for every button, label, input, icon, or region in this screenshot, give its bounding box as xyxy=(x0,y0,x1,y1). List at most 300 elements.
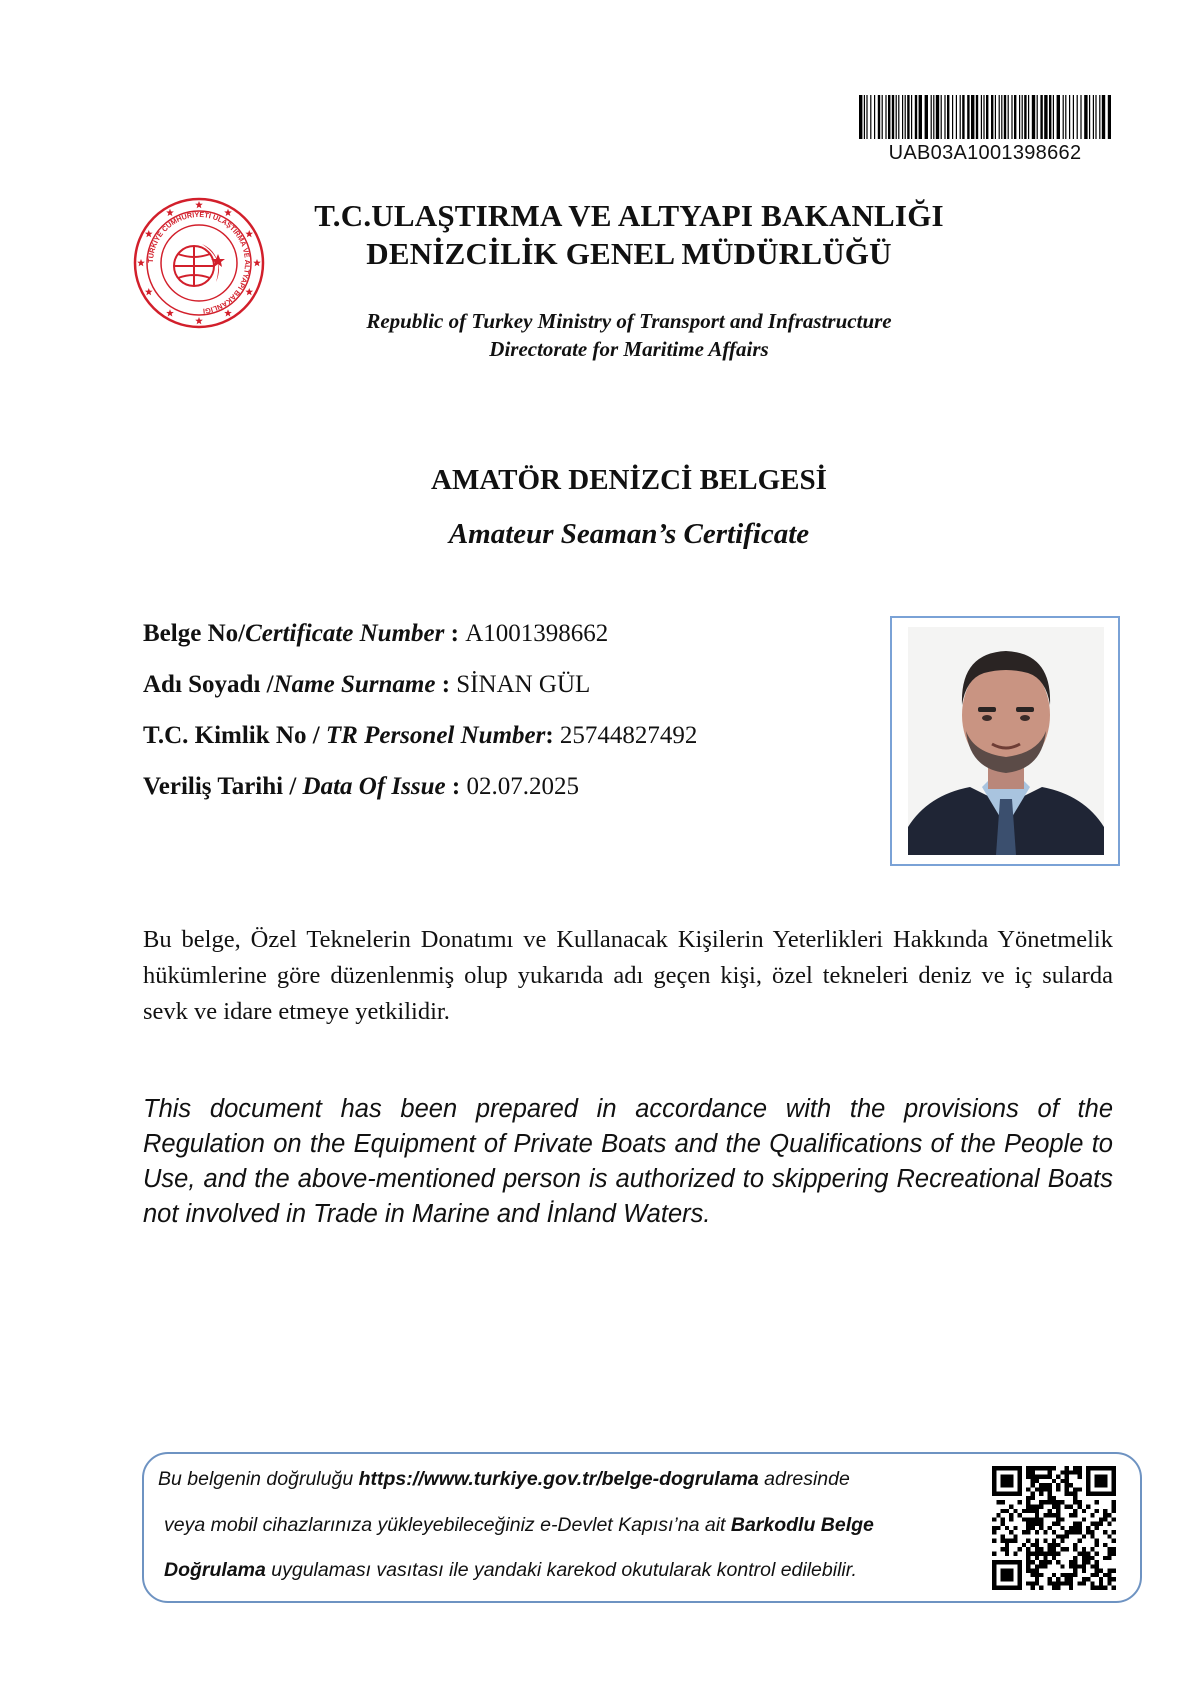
qr-module xyxy=(1035,1556,1039,1560)
barcode-bar xyxy=(931,95,932,139)
qr-module xyxy=(1035,1487,1039,1491)
qr-module xyxy=(1035,1564,1039,1568)
qr-module xyxy=(1086,1526,1090,1530)
qr-module xyxy=(1090,1581,1094,1585)
qr-module xyxy=(1078,1530,1082,1534)
barcode-bar xyxy=(1057,95,1060,139)
seal-star xyxy=(245,288,253,295)
qr-module xyxy=(1030,1522,1034,1526)
qr-module xyxy=(1082,1581,1086,1585)
qr-module xyxy=(1069,1577,1073,1581)
qr-module xyxy=(1065,1487,1069,1491)
qr-module xyxy=(1030,1492,1034,1496)
qr-module xyxy=(1065,1581,1069,1585)
qr-module xyxy=(1048,1466,1052,1470)
qr-module xyxy=(1060,1539,1064,1543)
qr-module xyxy=(1052,1504,1056,1508)
qr-module xyxy=(1090,1564,1094,1568)
qr-module xyxy=(1052,1581,1056,1585)
certificate-title-tr: AMATÖR DENİZCİ BELGESİ xyxy=(431,464,827,496)
qr-module xyxy=(1030,1526,1034,1530)
qr-module xyxy=(1069,1530,1073,1534)
qr-module xyxy=(1065,1492,1069,1496)
qr-module xyxy=(1035,1530,1039,1534)
qr-module xyxy=(1009,1530,1013,1534)
qr-module xyxy=(1035,1475,1039,1479)
qr-module xyxy=(1073,1556,1077,1560)
qr-module xyxy=(1018,1500,1022,1504)
qr-module xyxy=(1026,1530,1030,1534)
qr-module xyxy=(1026,1496,1030,1500)
qr-module xyxy=(1103,1586,1107,1590)
qr-module xyxy=(1082,1564,1086,1568)
qr-module xyxy=(1082,1560,1086,1564)
qr-module xyxy=(1005,1547,1009,1551)
qr-module xyxy=(1086,1552,1090,1556)
qr-module xyxy=(1086,1560,1090,1564)
qr-module xyxy=(1052,1543,1056,1547)
qr-module xyxy=(1056,1534,1060,1538)
qr-module xyxy=(1030,1517,1034,1521)
qr-module xyxy=(1013,1526,1017,1530)
barcode-bar xyxy=(911,95,912,139)
qr-module xyxy=(992,1526,996,1530)
qr-module xyxy=(1082,1517,1086,1521)
qr-module xyxy=(1112,1586,1116,1590)
qr-module xyxy=(1026,1500,1030,1504)
qr-module xyxy=(1065,1530,1069,1534)
qr-module xyxy=(1095,1552,1099,1556)
qr-module xyxy=(996,1500,1000,1504)
qr-module xyxy=(1056,1581,1060,1585)
qr-module xyxy=(1112,1517,1116,1521)
qr-module xyxy=(1035,1522,1039,1526)
qr-module xyxy=(1009,1539,1013,1543)
seal-star xyxy=(166,209,174,216)
barcode-bar xyxy=(1095,95,1096,139)
holder-photo xyxy=(908,627,1104,855)
qr-module xyxy=(1026,1504,1030,1508)
qr-module xyxy=(1048,1509,1052,1513)
qr-module xyxy=(1078,1487,1082,1491)
name-surname-value: SİNAN GÜL xyxy=(456,671,591,698)
qr-module xyxy=(1030,1586,1034,1590)
qr-module xyxy=(1030,1509,1034,1513)
barcode-bar xyxy=(1011,95,1012,139)
barcode-bar xyxy=(1037,95,1038,139)
qr-module xyxy=(1056,1500,1060,1504)
qr-module xyxy=(1107,1552,1111,1556)
qr-module xyxy=(1060,1526,1064,1530)
qr-module xyxy=(1090,1522,1094,1526)
barcode-bar xyxy=(892,95,894,139)
qr-module xyxy=(1026,1475,1030,1479)
qr-module xyxy=(1073,1547,1077,1551)
barcode-bar xyxy=(1073,95,1074,139)
qr-module xyxy=(1052,1500,1056,1504)
qr-module xyxy=(1022,1530,1026,1534)
qr-module xyxy=(1060,1479,1064,1483)
qr-module xyxy=(1039,1483,1043,1487)
qr-module xyxy=(1060,1564,1064,1568)
barcode-bar xyxy=(1099,95,1100,139)
qr-module xyxy=(1030,1573,1034,1577)
qr-module xyxy=(1099,1581,1103,1585)
barcode-bar xyxy=(971,95,974,139)
qr-module xyxy=(1030,1496,1034,1500)
qr-module xyxy=(1069,1513,1073,1517)
qr-module xyxy=(1001,1522,1005,1526)
barcode-bar xyxy=(866,95,867,139)
barcode-bar xyxy=(1089,95,1090,139)
barcode-bar xyxy=(902,95,903,139)
qr-module xyxy=(1048,1475,1052,1479)
barcode-bar xyxy=(983,95,984,139)
seal-star xyxy=(195,317,203,324)
qr-module xyxy=(992,1517,996,1521)
qr-module xyxy=(1112,1577,1116,1581)
field-id-number: T.C. Kimlik No / TR Personel Number: 25744827492 xyxy=(143,722,698,749)
seal-ring-text: TÜRKİYE CUMHURİYETİ ULAŞTIRMA VE ALTYAPI BAKANLIĞI xyxy=(145,209,253,316)
qr-module xyxy=(1026,1470,1030,1474)
qr-module xyxy=(1052,1496,1056,1500)
qr-module xyxy=(1112,1509,1116,1513)
qr-module xyxy=(1001,1534,1005,1538)
qr-module xyxy=(1078,1466,1082,1470)
certificate-number-value: A1001398662 xyxy=(465,620,609,647)
ministry-name-en: Republic of Turkey Ministry of Transport and Infrastructure xyxy=(366,309,892,333)
qr-module xyxy=(1107,1547,1111,1551)
qr-module xyxy=(1056,1483,1060,1487)
qr-module xyxy=(1060,1534,1064,1538)
qr-module xyxy=(1018,1547,1022,1551)
qr-module xyxy=(1107,1581,1111,1585)
qr-module xyxy=(1112,1500,1116,1504)
barcode-bar xyxy=(1093,95,1094,139)
qr-module xyxy=(1030,1569,1034,1573)
qr-module xyxy=(1090,1513,1094,1517)
qr-module xyxy=(992,1539,996,1543)
barcode-bar xyxy=(1063,95,1064,139)
qr-module xyxy=(1069,1492,1073,1496)
qr-module xyxy=(1043,1564,1047,1568)
barcode-bar xyxy=(1102,95,1105,139)
directorate-name-tr: DENİZCİLİK GENEL MÜDÜRLÜĞÜ xyxy=(366,236,892,271)
qr-module xyxy=(1043,1556,1047,1560)
qr-module xyxy=(1035,1539,1039,1543)
qr-module xyxy=(1048,1560,1052,1564)
qr-module xyxy=(1078,1504,1082,1508)
qr-module xyxy=(1078,1475,1082,1479)
qr-module xyxy=(1082,1569,1086,1573)
barcode-bar xyxy=(1004,95,1006,139)
qr-module xyxy=(1030,1466,1034,1470)
qr-module xyxy=(1039,1522,1043,1526)
legal-statement-tr: Bu belge, Özel Teknelerin Donatımı ve Kullanacak Kişilerin Yeterlikleri Hakkında Yönetmelik hükümlerine göre düzenlenmiş olup yukarıda adı geçen kişi, özel tekneleri deniz ve iç sularda sevk ve idare etmeye yetkilidir. xyxy=(143,926,1113,1025)
qr-module xyxy=(1078,1539,1082,1543)
qr-module xyxy=(1073,1513,1077,1517)
qr-module xyxy=(1013,1509,1017,1513)
verification-line-1: Bu belgenin doğruluğu https://www.turkiye.gov.tr/belge-dogrulama adresinde xyxy=(158,1468,850,1490)
qr-module xyxy=(1005,1543,1009,1547)
qr-module xyxy=(992,1530,996,1534)
barcode-bar xyxy=(947,95,949,139)
ministry-name-tr: T.C.ULAŞTIRMA VE ALTYAPI BAKANLIĞI xyxy=(314,198,944,233)
qr-module xyxy=(1052,1539,1056,1543)
qr-finder xyxy=(1001,1569,1014,1582)
qr-module xyxy=(1095,1564,1099,1568)
qr-module xyxy=(1026,1522,1030,1526)
barcode-bar xyxy=(1053,95,1054,139)
qr-module xyxy=(1026,1517,1030,1521)
qr-module xyxy=(1095,1543,1099,1547)
qr-module xyxy=(1112,1504,1116,1508)
qr-module xyxy=(1009,1513,1013,1517)
qr-module xyxy=(1069,1581,1073,1585)
barcode-bar xyxy=(1049,95,1051,139)
barcode-bar xyxy=(878,95,880,139)
qr-module xyxy=(1048,1526,1052,1530)
qr-module xyxy=(1060,1500,1064,1504)
qr-module xyxy=(1030,1483,1034,1487)
qr-module xyxy=(1107,1513,1111,1517)
qr-module xyxy=(1030,1543,1034,1547)
barcode-bar xyxy=(870,95,871,139)
qr-module xyxy=(1073,1564,1077,1568)
qr-module xyxy=(1073,1496,1077,1500)
qr-module xyxy=(1056,1543,1060,1547)
qr-module xyxy=(1039,1564,1043,1568)
qr-module xyxy=(1039,1500,1043,1504)
qr-module xyxy=(1005,1526,1009,1530)
qr-module xyxy=(1056,1517,1060,1521)
barcode-bar xyxy=(1001,95,1002,139)
barcode-bar xyxy=(967,95,969,139)
qr-module xyxy=(1073,1573,1077,1577)
barcode-bar xyxy=(882,95,883,139)
qr-module xyxy=(1078,1522,1082,1526)
qr-module xyxy=(1065,1504,1069,1508)
qr-module xyxy=(1039,1475,1043,1479)
barcode-bar xyxy=(944,95,945,139)
qr-module xyxy=(1069,1483,1073,1487)
qr-module xyxy=(1107,1573,1111,1577)
qr-module xyxy=(1107,1556,1111,1560)
certificate-title-en: Amateur Seaman’s Certificate xyxy=(448,518,810,550)
qr-module xyxy=(1026,1564,1030,1568)
qr-module xyxy=(1048,1552,1052,1556)
qr-module xyxy=(1026,1547,1030,1551)
barcode-bar xyxy=(936,95,939,139)
qr-module xyxy=(1095,1500,1099,1504)
qr-module xyxy=(1001,1517,1005,1521)
qr-module xyxy=(1112,1530,1116,1534)
qr-module xyxy=(1090,1586,1094,1590)
qr-module xyxy=(1026,1509,1030,1513)
qr-module xyxy=(1052,1586,1056,1590)
qr-module xyxy=(1065,1479,1069,1483)
verification-url[interactable]: https://www.turkiye.gov.tr/belge-dogrulama xyxy=(358,1468,759,1490)
qr-module xyxy=(1030,1504,1034,1508)
qr-module xyxy=(1001,1539,1005,1543)
barcode-bar xyxy=(907,95,909,139)
qr-module xyxy=(1022,1543,1026,1547)
qr-module xyxy=(1052,1530,1056,1534)
qr-module xyxy=(1048,1547,1052,1551)
qr-module xyxy=(1107,1534,1111,1538)
qr-module xyxy=(1026,1539,1030,1543)
qr-module xyxy=(1056,1522,1060,1526)
field-issue-date: Veriliş Tarihi / Data Of Issue : 02.07.2025 xyxy=(143,773,579,800)
barcode-bar xyxy=(999,95,1000,139)
qr-module xyxy=(1069,1560,1073,1564)
qr-module xyxy=(1065,1547,1069,1551)
qr-module xyxy=(1103,1556,1107,1560)
qr-module xyxy=(1099,1522,1103,1526)
qr-module xyxy=(1018,1513,1022,1517)
qr-module xyxy=(1043,1530,1047,1534)
qr-module xyxy=(1048,1577,1052,1581)
qr-finder xyxy=(1095,1475,1108,1488)
qr-module xyxy=(1090,1530,1094,1534)
qr-module xyxy=(1039,1504,1043,1508)
qr-module xyxy=(1043,1483,1047,1487)
seal-star xyxy=(224,209,232,216)
qr-module xyxy=(1043,1487,1047,1491)
qr-module xyxy=(1052,1513,1056,1517)
seal-star xyxy=(224,309,232,316)
barcode-bar xyxy=(859,95,862,139)
qr-module xyxy=(1001,1500,1005,1504)
qr-module xyxy=(1009,1504,1013,1508)
qr-module xyxy=(1035,1581,1039,1585)
barcode-bar xyxy=(925,95,928,139)
barcode-bar xyxy=(976,95,978,139)
qr-module xyxy=(1056,1560,1060,1564)
qr-module xyxy=(1065,1483,1069,1487)
barcode-bar xyxy=(1040,95,1042,139)
qr-module xyxy=(1099,1586,1103,1590)
qr-module xyxy=(1026,1487,1030,1491)
qr-module xyxy=(1112,1539,1116,1543)
barcode-bar xyxy=(1022,95,1023,139)
barcode-bar xyxy=(1019,95,1020,139)
qr-module xyxy=(1082,1534,1086,1538)
qr-module xyxy=(1065,1470,1069,1474)
qr-module xyxy=(1030,1475,1034,1479)
qr-module xyxy=(1078,1564,1082,1568)
qr-module xyxy=(1095,1573,1099,1577)
qr-module xyxy=(1026,1526,1030,1530)
barcode-bar xyxy=(874,95,875,139)
qr-module xyxy=(1095,1539,1099,1543)
qr-module xyxy=(1022,1509,1026,1513)
verification-line-3: Doğrulama uygulaması vasıtası ile yandaki karekod okutularak kontrol edilebilir. xyxy=(164,1559,857,1581)
barcode-bar xyxy=(1065,95,1066,139)
barcode-number: UAB03A1001398662 xyxy=(888,142,1082,164)
qr-module xyxy=(1112,1552,1116,1556)
qr-module xyxy=(1026,1552,1030,1556)
qr-module xyxy=(1035,1543,1039,1547)
barcode-bar xyxy=(1108,95,1111,139)
qr-module xyxy=(1030,1479,1034,1483)
qr-module xyxy=(1056,1586,1060,1590)
qr-module xyxy=(1095,1526,1099,1530)
qr-module xyxy=(1013,1534,1017,1538)
qr-module xyxy=(1056,1513,1060,1517)
qr-module xyxy=(1095,1569,1099,1573)
qr-module xyxy=(1069,1586,1073,1590)
qr-module xyxy=(1095,1509,1099,1513)
qr-module xyxy=(1026,1581,1030,1585)
qr-module xyxy=(1035,1517,1039,1521)
qr-module xyxy=(1026,1560,1030,1564)
qr-module xyxy=(1090,1573,1094,1577)
barcode-bar xyxy=(981,95,982,139)
qr-module xyxy=(1103,1517,1107,1521)
qr-module xyxy=(1035,1547,1039,1551)
qr-module xyxy=(1052,1547,1056,1551)
qr-module xyxy=(1048,1470,1052,1474)
qr-module xyxy=(1103,1543,1107,1547)
barcode-bar xyxy=(986,95,988,139)
seal-star xyxy=(145,230,153,237)
qr-module xyxy=(1043,1560,1047,1564)
qr-module xyxy=(1035,1479,1039,1483)
barcode-bar xyxy=(1024,95,1026,139)
qr-module xyxy=(1056,1487,1060,1491)
qr-module xyxy=(1060,1573,1064,1577)
qr-module xyxy=(1060,1547,1064,1551)
qr-module xyxy=(1099,1569,1103,1573)
qr-module xyxy=(1069,1573,1073,1577)
qr-module xyxy=(1069,1526,1073,1530)
barcode-bar xyxy=(1069,95,1070,139)
qr-module xyxy=(1039,1552,1043,1556)
barcode-bar xyxy=(1077,95,1078,139)
qr-module xyxy=(1095,1560,1099,1564)
barcode-bar xyxy=(885,95,886,139)
qr-module xyxy=(1056,1475,1060,1479)
qr-module xyxy=(1043,1500,1047,1504)
verification-box xyxy=(142,1452,1142,1603)
qr-module xyxy=(1078,1552,1082,1556)
barcode-bar xyxy=(1008,95,1009,139)
qr-module xyxy=(1073,1522,1077,1526)
qr-module xyxy=(1039,1547,1043,1551)
qr-module xyxy=(1022,1517,1026,1521)
qr-module xyxy=(1112,1569,1116,1573)
qr-module xyxy=(1069,1504,1073,1508)
issue-date-value: 02.07.2025 xyxy=(466,773,579,800)
field-name-surname: Adı Soyadı /Name Surname : SİNAN GÜL xyxy=(143,671,591,698)
qr-module xyxy=(1065,1475,1069,1479)
qr-module xyxy=(1039,1586,1043,1590)
qr-module xyxy=(1073,1492,1077,1496)
qr-module xyxy=(1078,1581,1082,1585)
qr-module xyxy=(1030,1560,1034,1564)
qr-module xyxy=(1043,1475,1047,1479)
qr-module xyxy=(1030,1470,1034,1474)
qr-module xyxy=(1048,1492,1052,1496)
qr-module xyxy=(1099,1517,1103,1521)
qr-module xyxy=(1001,1547,1005,1551)
qr-finder xyxy=(1001,1475,1014,1488)
seal-star xyxy=(145,288,153,295)
barcode-bar xyxy=(1084,95,1087,139)
qr-module xyxy=(1069,1470,1073,1474)
qr-module xyxy=(1056,1552,1060,1556)
